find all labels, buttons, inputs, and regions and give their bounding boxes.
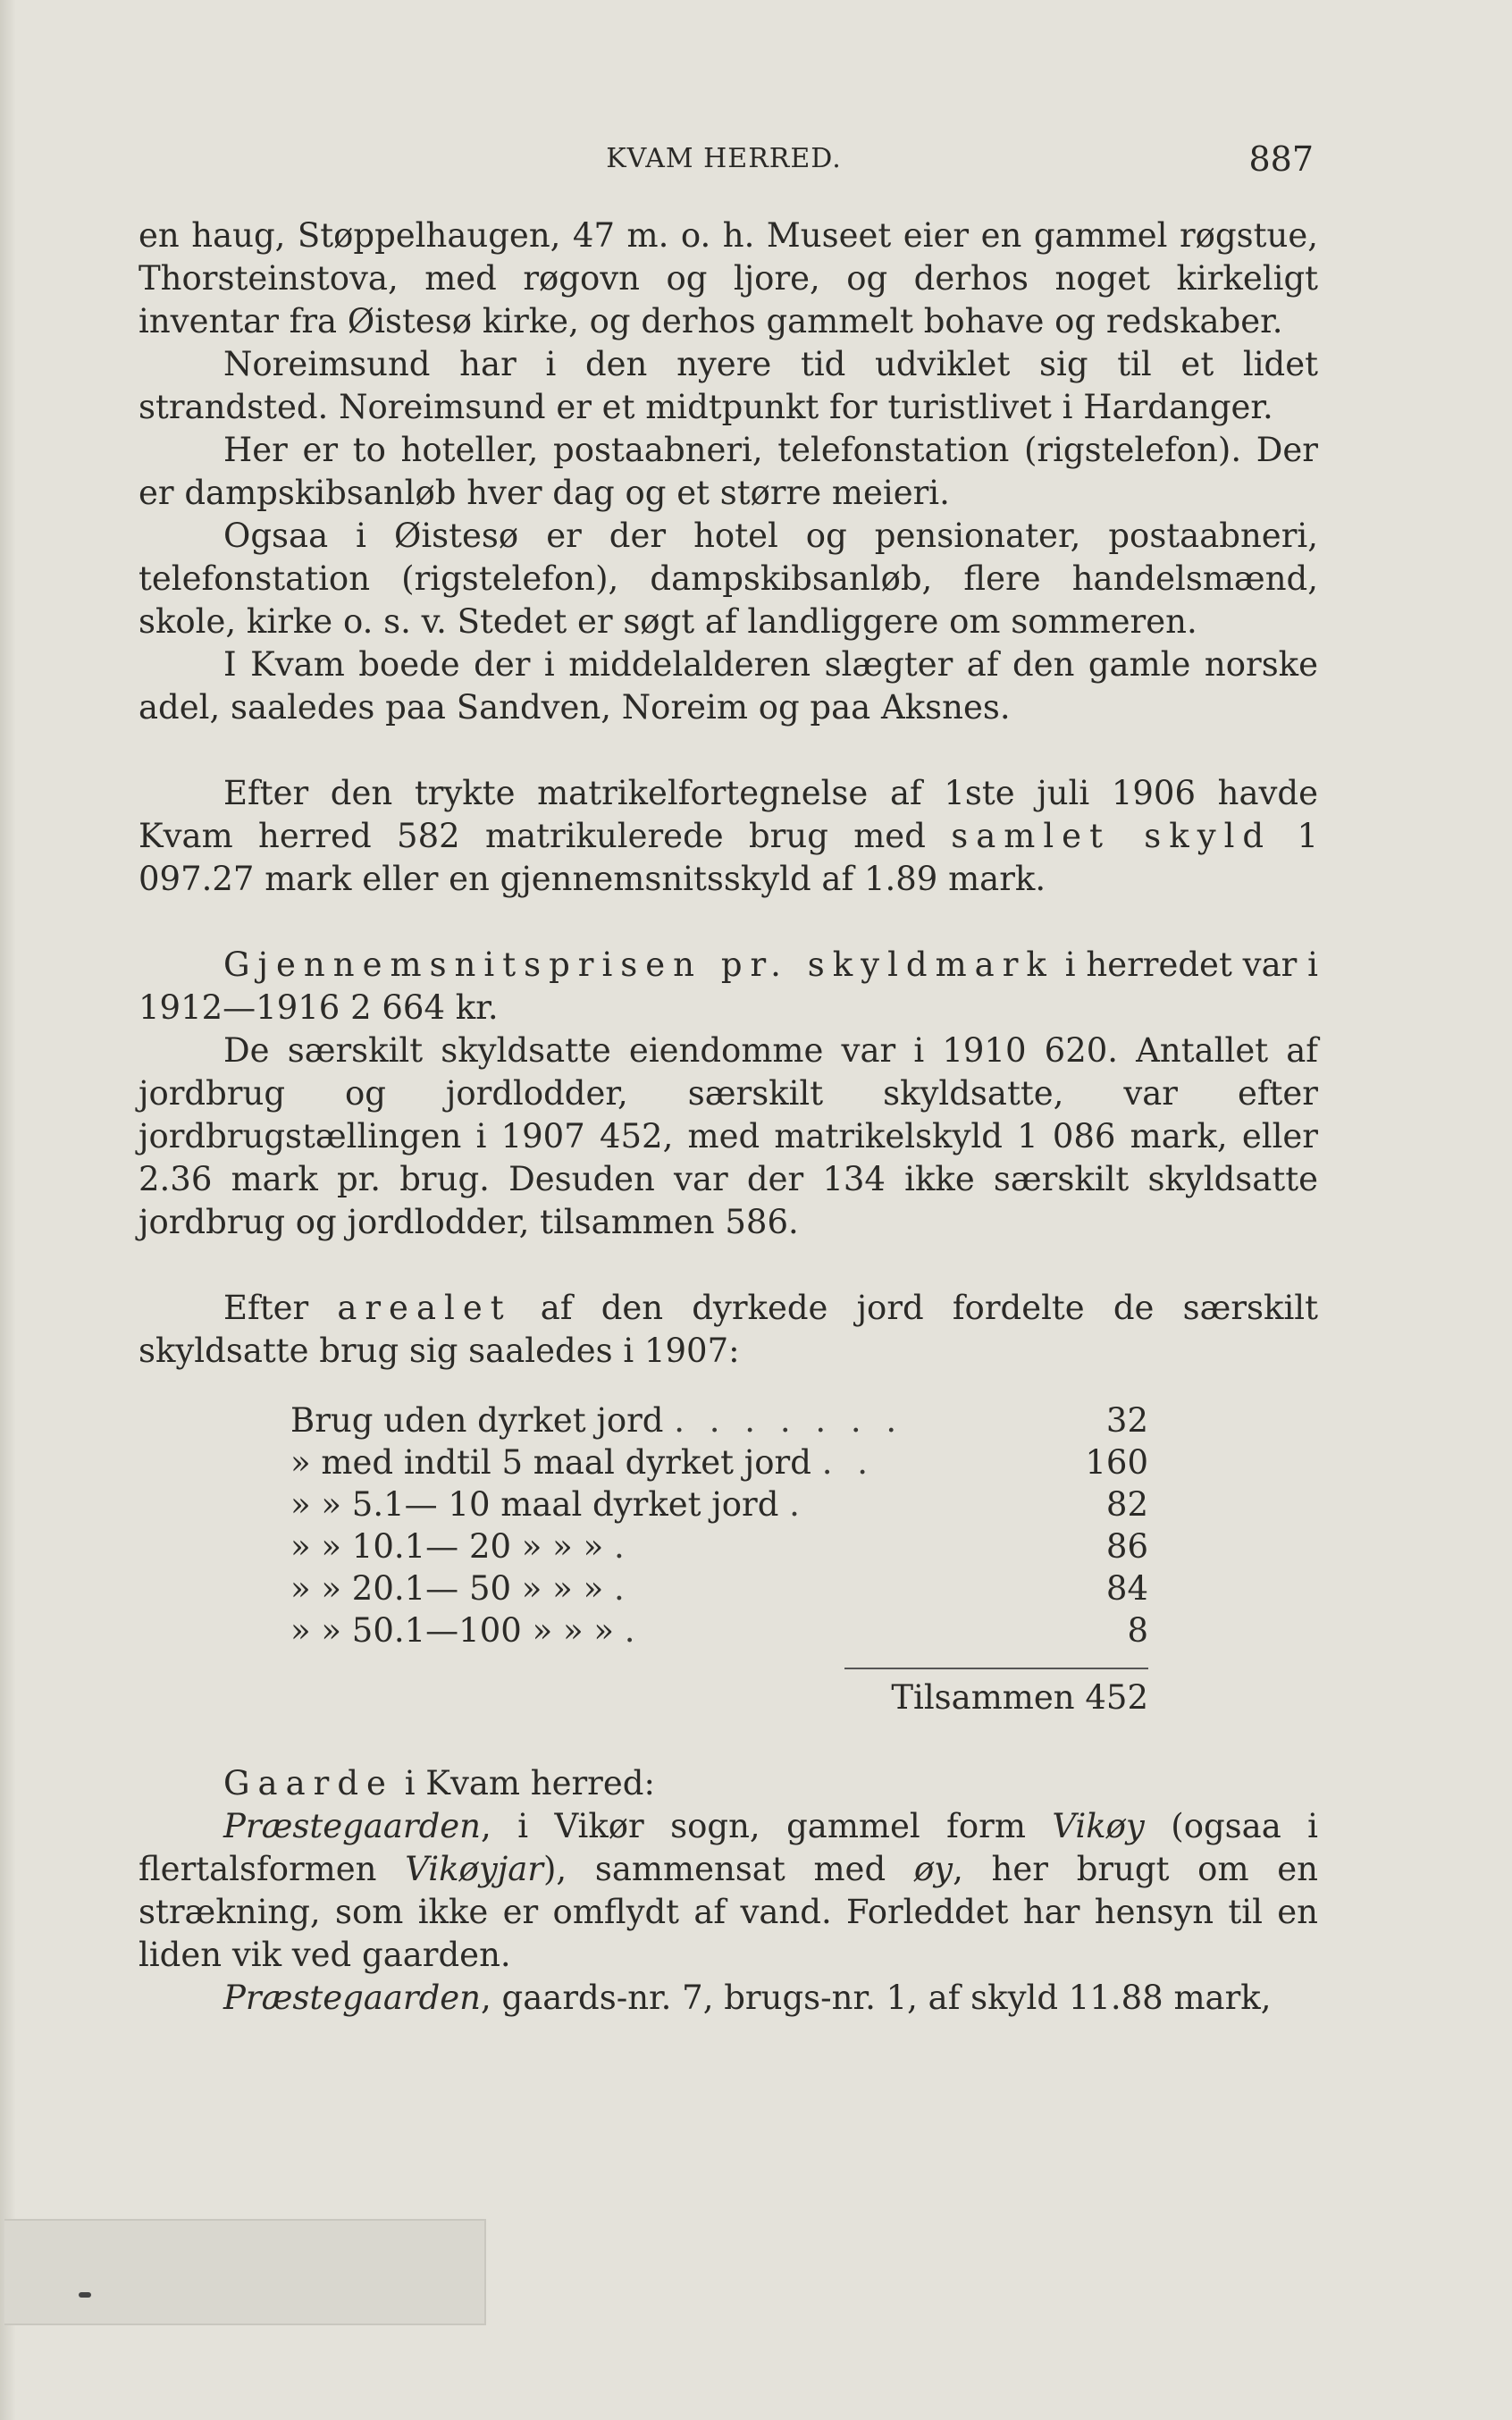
- text-run: , gaards-nr. 7, brugs-nr. 1, af skyld 11.88 mark,: [481, 1979, 1272, 2017]
- running-head: KVAM HERRED.: [606, 143, 842, 174]
- total-value: 452: [1085, 1678, 1148, 1717]
- table-total: [139, 1676, 1148, 1719]
- spacer: [139, 729, 1318, 772]
- paragraph-praestegaarden: [139, 1805, 1318, 1977]
- section-heading-gaarde: [139, 1762, 1318, 1805]
- paragraph-matrikel: [139, 772, 1318, 901]
- row-value: 84: [1105, 1569, 1148, 1608]
- leader-dots: .: [624, 1611, 643, 1650]
- paragraph: De særskilt skyldsatte eiendomme var i 1910 620. Antallet af jordbrug og jordlodder, særskilt skyldsatte, var efter jordbrugstællingen i 1907 452, med matrikelskyld 1 086 mark, eller 2.36 mark pr. brug. Desuden var der 134 ikke særskilt skyldsatte jordbrug og jordlodder, tilsammen 586.: [139, 1031, 1318, 1241]
- paragraph: Her er to hoteller, postaabneri, telefonstation (rigstelefon). Der er dampskibsanløb hver dag og et større meieri.: [139, 431, 1318, 512]
- leader-dots: . .: [821, 1443, 875, 1482]
- leader-dots: . . . . . . .: [674, 1401, 904, 1440]
- paragraph: Ogsaa i Øistesø er der hotel og pensionater, postaabneri, telefonstation (rigstelefon), dampskibsanløb, flere handelsmænd, skole, kirke o. s. v. Stedet er søgt af landliggere om sommeren.: [139, 517, 1318, 641]
- page-header: [134, 139, 1314, 188]
- row-value: 160: [1085, 1443, 1148, 1482]
- label-text: » » 10.1— 20 » » »: [290, 1527, 604, 1566]
- label-text: Brug uden dyrket jord: [290, 1401, 664, 1440]
- spaced-emphasis: arealet: [337, 1289, 512, 1327]
- scan-margin-patch: [4, 2219, 486, 2325]
- paragraph-gjennemsnitspris: [139, 944, 1318, 1029]
- spaced-emphasis: Gjennemsnitsprisen pr. skyldmark: [223, 945, 1054, 984]
- row-label: [290, 1483, 1059, 1525]
- page-number: 887: [1248, 139, 1314, 179]
- italic-term: øy: [913, 1850, 953, 1888]
- stats-table-body: [290, 1399, 1148, 1651]
- page-edge-shadow: [0, 0, 16, 2420]
- scan-speck: [79, 2292, 91, 2298]
- italic-term: Vikøy: [1052, 1807, 1145, 1845]
- paragraph: I Kvam boede der i middelalderen slægter af den gamle norske adel, saaledes paa Sandven, Noreim og paa Aksnes.: [139, 645, 1318, 727]
- total-label: Tilsammen: [891, 1678, 1075, 1717]
- text-run: ), sammensat med: [542, 1850, 914, 1888]
- total-rule: [844, 1668, 1148, 1669]
- text-run: i herredet var i 1912—1916 2 664 kr.: [139, 945, 1318, 1027]
- leader-dots: .: [789, 1485, 807, 1524]
- text-run: Efter den trykte matrikelfortegnelse af 1ste juli 1906 havde Kvam herred 582 matrikulerede brug med: [139, 774, 1318, 855]
- text-run: , her brugt om en strækning, som ikke er omflydt af vand. Forleddet har hensyn til en liden vik ved gaarden.: [139, 1850, 1318, 1974]
- spacer: [139, 901, 1318, 944]
- spacer: [139, 1244, 1318, 1287]
- table-row: [290, 1483, 1148, 1525]
- row-label: [290, 1525, 1059, 1567]
- label-text: » med indtil 5 maal dyrket jord: [290, 1443, 811, 1482]
- spaced-emphasis: Gaarde: [223, 1764, 394, 1802]
- row-value: 8: [1127, 1611, 1148, 1650]
- table-row: [290, 1567, 1148, 1609]
- italic-term: Præstegaarden: [223, 1979, 482, 2017]
- italic-term: Vikøyjar: [405, 1850, 543, 1888]
- table-row: [290, 1609, 1148, 1651]
- table-row: [290, 1399, 1148, 1441]
- row-label: [290, 1567, 1059, 1609]
- spacer: [139, 1719, 1318, 1762]
- row-label: [290, 1399, 1059, 1441]
- text-run: i Kvam herred:: [393, 1764, 655, 1802]
- row-label: [290, 1441, 1059, 1483]
- paragraph: Noreimsund har i den nyere tid udviklet sig til et lidet strandsted. Noreimsund er et midtpunkt for turistlivet i Hardanger.: [139, 345, 1318, 426]
- page-body: [139, 214, 1318, 2020]
- paragraph: en haug, Støppelhaugen, 47 m. o. h. Museet eier en gammel røgstue, Thorsteinstova, med røgovn og ljore, og derhos noget kirkeligt inventar fra Øistesø kirke, og derhos gammelt bohave og redskaber.: [139, 216, 1318, 340]
- label-text: » » 20.1— 50 » » »: [290, 1569, 604, 1608]
- row-value: 32: [1105, 1401, 1148, 1440]
- row-value: 86: [1105, 1527, 1148, 1566]
- row-value: 82: [1105, 1485, 1148, 1524]
- row-label: [290, 1609, 1059, 1651]
- text-run: (ogsaa i flertalsformen: [139, 1807, 1319, 1888]
- italic-term: Præstegaarden: [223, 1807, 482, 1845]
- table-row: [290, 1441, 1148, 1483]
- text-run: 1 097.27 mark eller en gjennemsnitsskyld af 1.89 mark.: [139, 817, 1318, 898]
- label-text: » » 5.1— 10 maal dyrket jord: [290, 1485, 779, 1524]
- label-text: » » 50.1—100 » » »: [290, 1611, 614, 1650]
- leader-dots: .: [613, 1569, 632, 1608]
- paragraph-arealet: [139, 1287, 1318, 1373]
- text-run: af den dyrkede jord fordelte de særskilt skyldsatte brug sig saaledes i 1907:: [139, 1289, 1318, 1370]
- stats-table: [290, 1399, 1148, 1651]
- table-row: [290, 1525, 1148, 1567]
- spaced-emphasis: samlet skyld: [951, 817, 1273, 855]
- paragraph-praestegaarden-skyld: [139, 1977, 1318, 2020]
- text-run: Efter: [223, 1289, 338, 1327]
- leader-dots: .: [613, 1527, 632, 1566]
- text-run: , i Vikør sogn, gammel form: [481, 1807, 1053, 1845]
